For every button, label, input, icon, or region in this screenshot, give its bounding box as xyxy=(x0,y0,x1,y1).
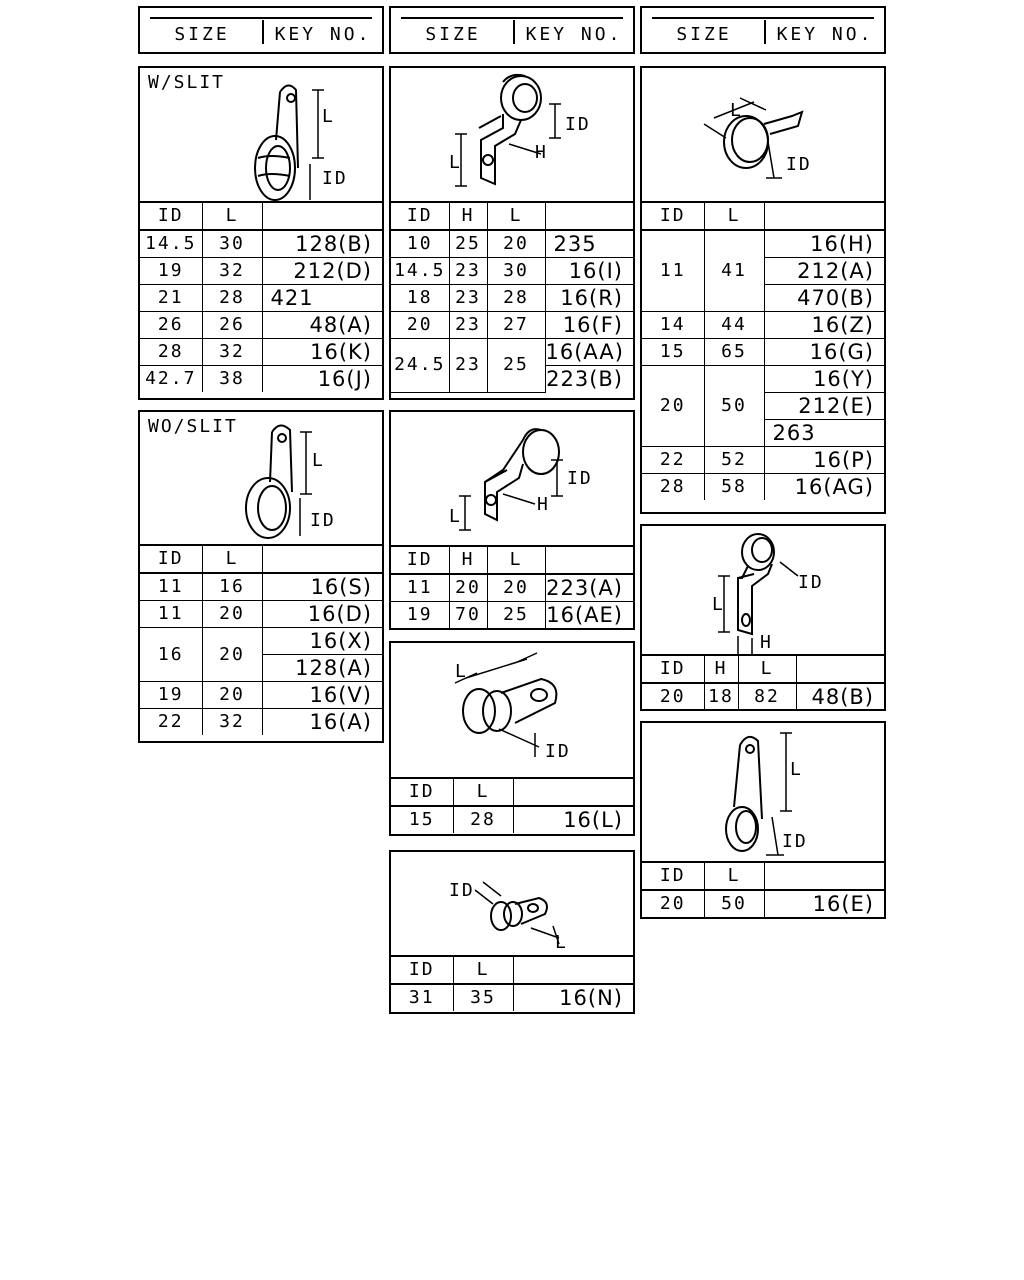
col-header: L xyxy=(202,545,262,573)
panel-w-slit xyxy=(138,66,384,400)
h-cell: 23 xyxy=(449,285,487,312)
l-cell: 20 xyxy=(202,601,262,628)
id-cell: 20 xyxy=(642,890,704,917)
dim-l-text: L xyxy=(790,759,803,780)
id-cell: 18 xyxy=(391,285,449,312)
key-no-cell: 16(G) xyxy=(764,339,884,366)
dim-id-text: ID xyxy=(782,831,808,852)
key-no-cell: 16(S) xyxy=(262,573,382,601)
col-header xyxy=(262,202,382,230)
key-no-cell: 16(I) xyxy=(545,258,633,285)
col-header xyxy=(513,956,633,984)
table-row xyxy=(391,806,633,833)
table-row xyxy=(140,285,382,312)
l-cell: 26 xyxy=(202,312,262,339)
key-no-cell: 16(P) xyxy=(764,447,884,474)
h-cell: 20 xyxy=(449,574,487,602)
header-divider xyxy=(262,20,264,44)
table-row xyxy=(642,447,884,474)
dim-id-text: ID xyxy=(565,114,591,135)
table-row xyxy=(140,573,382,601)
panel-ring-clip xyxy=(640,66,886,514)
id-cell: 24.5 xyxy=(391,339,449,393)
l-cell: 28 xyxy=(487,285,545,312)
ring-clip-icon xyxy=(642,68,886,201)
h-cell: 70 xyxy=(449,602,487,629)
col-header: H xyxy=(449,202,487,230)
dim-l-text: L xyxy=(455,661,468,682)
header-rule xyxy=(401,17,623,19)
key-no-cell: 421 xyxy=(262,285,382,312)
col-header xyxy=(262,545,382,573)
l-cell: 16 xyxy=(202,573,262,601)
id-cell: 14.5 xyxy=(140,230,202,258)
key-no-cell: 212(E) xyxy=(764,393,884,420)
l-cell: 65 xyxy=(704,339,764,366)
col-header: L xyxy=(453,956,513,984)
small-clip-table xyxy=(391,955,633,1011)
dim-l-text: L xyxy=(449,152,462,173)
table-row xyxy=(140,258,382,285)
col-header: H xyxy=(704,655,738,683)
col-header: L xyxy=(704,862,764,890)
vertical-bracket-icon xyxy=(642,526,886,654)
table-row xyxy=(140,366,382,393)
table-row xyxy=(391,312,633,339)
l-cell: 32 xyxy=(202,258,262,285)
l-cell: 20 xyxy=(202,628,262,682)
key-no-cell: 223(A) xyxy=(545,574,633,602)
p-clip-icon xyxy=(642,723,886,861)
id-cell: 28 xyxy=(140,339,202,366)
key-no-cell: 16(X) xyxy=(262,628,382,655)
col-header xyxy=(545,546,633,574)
l-cell: 52 xyxy=(704,447,764,474)
key-no-cell: 16(AA) xyxy=(545,339,633,366)
h-cell: 23 xyxy=(449,258,487,285)
header-rule xyxy=(150,17,372,19)
col-header: ID xyxy=(140,545,202,573)
id-cell: 19 xyxy=(140,682,202,709)
h-cell: 18 xyxy=(704,683,738,710)
wo-slit-table xyxy=(140,544,382,735)
id-cell: 20 xyxy=(391,312,449,339)
key-no-cell: 16(N) xyxy=(513,984,633,1011)
dim-id-text: ID xyxy=(567,468,593,489)
key-no-cell: 48(A) xyxy=(262,312,382,339)
key-no-cell: 16(Z) xyxy=(764,312,884,339)
col-header: ID xyxy=(391,202,449,230)
table-row xyxy=(642,474,884,501)
stepped-plain-table xyxy=(391,545,633,628)
key-no-cell: 16(AE) xyxy=(545,602,633,629)
l-cell: 44 xyxy=(704,312,764,339)
col-header: L xyxy=(487,546,545,574)
id-cell: 16 xyxy=(140,628,202,682)
table-row xyxy=(391,230,633,258)
stepped-slit-clamp-icon xyxy=(391,68,635,201)
col-header: L xyxy=(738,655,796,683)
table-row xyxy=(642,230,884,258)
l-cell: 35 xyxy=(453,984,513,1011)
dim-h-text: H xyxy=(535,142,548,163)
l-cell: 28 xyxy=(202,285,262,312)
small-clip-drawing xyxy=(391,852,633,955)
header-key-label: KEY NO. xyxy=(274,23,372,45)
stepped-plain-clamp-icon xyxy=(391,412,635,545)
col-header: L xyxy=(202,202,262,230)
header-size-label: SIZE xyxy=(676,23,732,45)
dim-h-text: H xyxy=(760,632,773,653)
ring-clip-drawing xyxy=(642,68,884,201)
p-clip-table xyxy=(642,861,884,917)
table-row xyxy=(391,285,633,312)
key-no-cell: 16(Y) xyxy=(764,366,884,393)
key-no-cell: 223(B) xyxy=(545,366,633,393)
h-cell: 23 xyxy=(449,312,487,339)
key-no-cell: 16(E) xyxy=(764,890,884,917)
l-cell: 28 xyxy=(453,806,513,833)
l-cell: 20 xyxy=(487,574,545,602)
table-row xyxy=(391,984,633,1011)
panel-small-clip xyxy=(389,850,635,1014)
key-no-cell: 16(D) xyxy=(262,601,382,628)
table-row xyxy=(140,628,382,655)
id-cell: 15 xyxy=(391,806,453,833)
id-cell: 11 xyxy=(140,573,202,601)
l-cell: 50 xyxy=(704,366,764,447)
col-header: ID xyxy=(391,546,449,574)
id-cell: 10 xyxy=(391,230,449,258)
key-no-cell: 16(L) xyxy=(513,806,633,833)
l-cell: 58 xyxy=(704,474,764,501)
key-no-cell: 212(D) xyxy=(262,258,382,285)
key-no-cell: 212(A) xyxy=(764,258,884,285)
key-no-cell: 128(B) xyxy=(262,230,382,258)
col-header: L xyxy=(704,202,764,230)
key-no-cell: 16(K) xyxy=(262,339,382,366)
table-row xyxy=(140,230,382,258)
w-slit-clamp-icon xyxy=(140,68,384,201)
p-clip-drawing xyxy=(642,723,884,861)
col-header xyxy=(513,778,633,806)
vertical-bracket-table xyxy=(642,654,884,710)
small-clip-icon xyxy=(391,852,635,955)
table-row xyxy=(391,602,633,629)
dim-l-text: L xyxy=(312,450,325,471)
col-header: ID xyxy=(391,956,453,984)
table-row xyxy=(391,258,633,285)
dim-h-text: H xyxy=(537,494,550,515)
header-key-label: KEY NO. xyxy=(776,23,874,45)
key-no-cell: 235 xyxy=(545,230,633,258)
col-header: ID xyxy=(642,202,704,230)
l-cell: 30 xyxy=(202,230,262,258)
table-row xyxy=(642,339,884,366)
id-cell: 11 xyxy=(642,230,704,312)
table-row xyxy=(140,682,382,709)
key-no-cell: 263 xyxy=(764,420,884,447)
header-divider xyxy=(764,20,766,44)
id-cell: 26 xyxy=(140,312,202,339)
table-row xyxy=(140,339,382,366)
header-divider xyxy=(513,20,515,44)
w-slit-table xyxy=(140,201,382,392)
header-size-key-col2 xyxy=(389,6,635,54)
flat-tab-drawing xyxy=(391,643,633,777)
id-cell: 22 xyxy=(642,447,704,474)
id-cell: 15 xyxy=(642,339,704,366)
panel-stepped-plain xyxy=(389,410,635,630)
l-cell: 25 xyxy=(487,602,545,629)
l-cell: 41 xyxy=(704,230,764,312)
w-slit-label: W/SLIT xyxy=(148,72,226,93)
dim-id-text: ID xyxy=(786,154,812,175)
dim-l-text: L xyxy=(555,932,568,953)
table-row xyxy=(642,366,884,393)
panel-stepped-slit xyxy=(389,66,635,400)
id-cell: 20 xyxy=(642,683,704,710)
key-no-cell: 16(R) xyxy=(545,285,633,312)
id-cell: 11 xyxy=(140,601,202,628)
dim-id-text: ID xyxy=(449,880,475,901)
table-row xyxy=(140,709,382,736)
id-cell: 14 xyxy=(642,312,704,339)
h-cell: 25 xyxy=(449,230,487,258)
col-header: L xyxy=(487,202,545,230)
id-cell: 19 xyxy=(391,602,449,629)
panel-wo-slit xyxy=(138,410,384,743)
wo-slit-label: WO/SLIT xyxy=(148,416,238,437)
key-no-cell: 16(V) xyxy=(262,682,382,709)
vertical-bracket-drawing xyxy=(642,526,884,654)
id-cell: 28 xyxy=(642,474,704,501)
table-row xyxy=(642,312,884,339)
dim-l-text: L xyxy=(449,506,462,527)
table-row xyxy=(391,339,633,366)
dim-id-text: ID xyxy=(798,572,824,593)
panel-p-clip xyxy=(640,721,886,919)
dim-id-text: ID xyxy=(322,168,348,189)
stepped-slit-drawing xyxy=(391,68,633,201)
id-cell: 21 xyxy=(140,285,202,312)
panel-flat-tab xyxy=(389,641,635,836)
col-header: ID xyxy=(391,778,453,806)
table-row xyxy=(642,890,884,917)
panel-vertical-bracket xyxy=(640,524,886,711)
header-size-label: SIZE xyxy=(425,23,481,45)
id-cell: 19 xyxy=(140,258,202,285)
col-header xyxy=(545,202,633,230)
col-header xyxy=(764,202,884,230)
key-no-cell: 48(B) xyxy=(796,683,884,710)
wo-slit-drawing xyxy=(140,412,382,544)
dim-l-text: L xyxy=(730,100,743,121)
key-no-cell: 16(A) xyxy=(262,709,382,736)
id-cell: 22 xyxy=(140,709,202,736)
id-cell: 11 xyxy=(391,574,449,602)
l-cell: 20 xyxy=(487,230,545,258)
wo-slit-clamp-icon xyxy=(140,412,384,544)
h-cell: 23 xyxy=(449,339,487,393)
header-size-key-col3 xyxy=(640,6,886,54)
key-no-cell: 16(H) xyxy=(764,230,884,258)
table-row xyxy=(642,683,884,710)
table-row xyxy=(391,574,633,602)
l-cell: 27 xyxy=(487,312,545,339)
dim-id-text: ID xyxy=(310,510,336,531)
table-row xyxy=(140,312,382,339)
col-header xyxy=(796,655,884,683)
col-header: ID xyxy=(642,655,704,683)
id-cell: 42.7 xyxy=(140,366,202,393)
id-cell: 14.5 xyxy=(391,258,449,285)
col-header xyxy=(764,862,884,890)
key-no-cell: 16(AG) xyxy=(764,474,884,501)
col-header: ID xyxy=(140,202,202,230)
ring-clip-table xyxy=(642,201,884,500)
header-key-label: KEY NO. xyxy=(525,23,623,45)
key-no-cell: 16(F) xyxy=(545,312,633,339)
dim-l-text: L xyxy=(712,594,725,615)
key-no-cell: 16(J) xyxy=(262,366,382,393)
stepped-slit-table xyxy=(391,201,633,393)
dim-l-text: L xyxy=(322,106,335,127)
l-cell: 30 xyxy=(487,258,545,285)
dim-id-text: ID xyxy=(545,741,571,762)
table-row xyxy=(140,601,382,628)
id-cell: 31 xyxy=(391,984,453,1011)
col-header: H xyxy=(449,546,487,574)
col-header: L xyxy=(453,778,513,806)
header-size-key-col1 xyxy=(138,6,384,54)
flat-tab-table xyxy=(391,777,633,833)
header-rule xyxy=(652,17,874,19)
id-cell: 20 xyxy=(642,366,704,447)
l-cell: 20 xyxy=(202,682,262,709)
l-cell: 32 xyxy=(202,339,262,366)
l-cell: 32 xyxy=(202,709,262,736)
l-cell: 25 xyxy=(487,339,545,393)
key-no-cell: 128(A) xyxy=(262,655,382,682)
l-cell: 82 xyxy=(738,683,796,710)
l-cell: 38 xyxy=(202,366,262,393)
col-header: ID xyxy=(642,862,704,890)
flat-tab-clamp-icon xyxy=(391,643,635,777)
w-slit-drawing xyxy=(140,68,382,201)
key-no-cell: 470(B) xyxy=(764,285,884,312)
header-size-label: SIZE xyxy=(174,23,230,45)
l-cell: 50 xyxy=(704,890,764,917)
stepped-plain-drawing xyxy=(391,412,633,545)
